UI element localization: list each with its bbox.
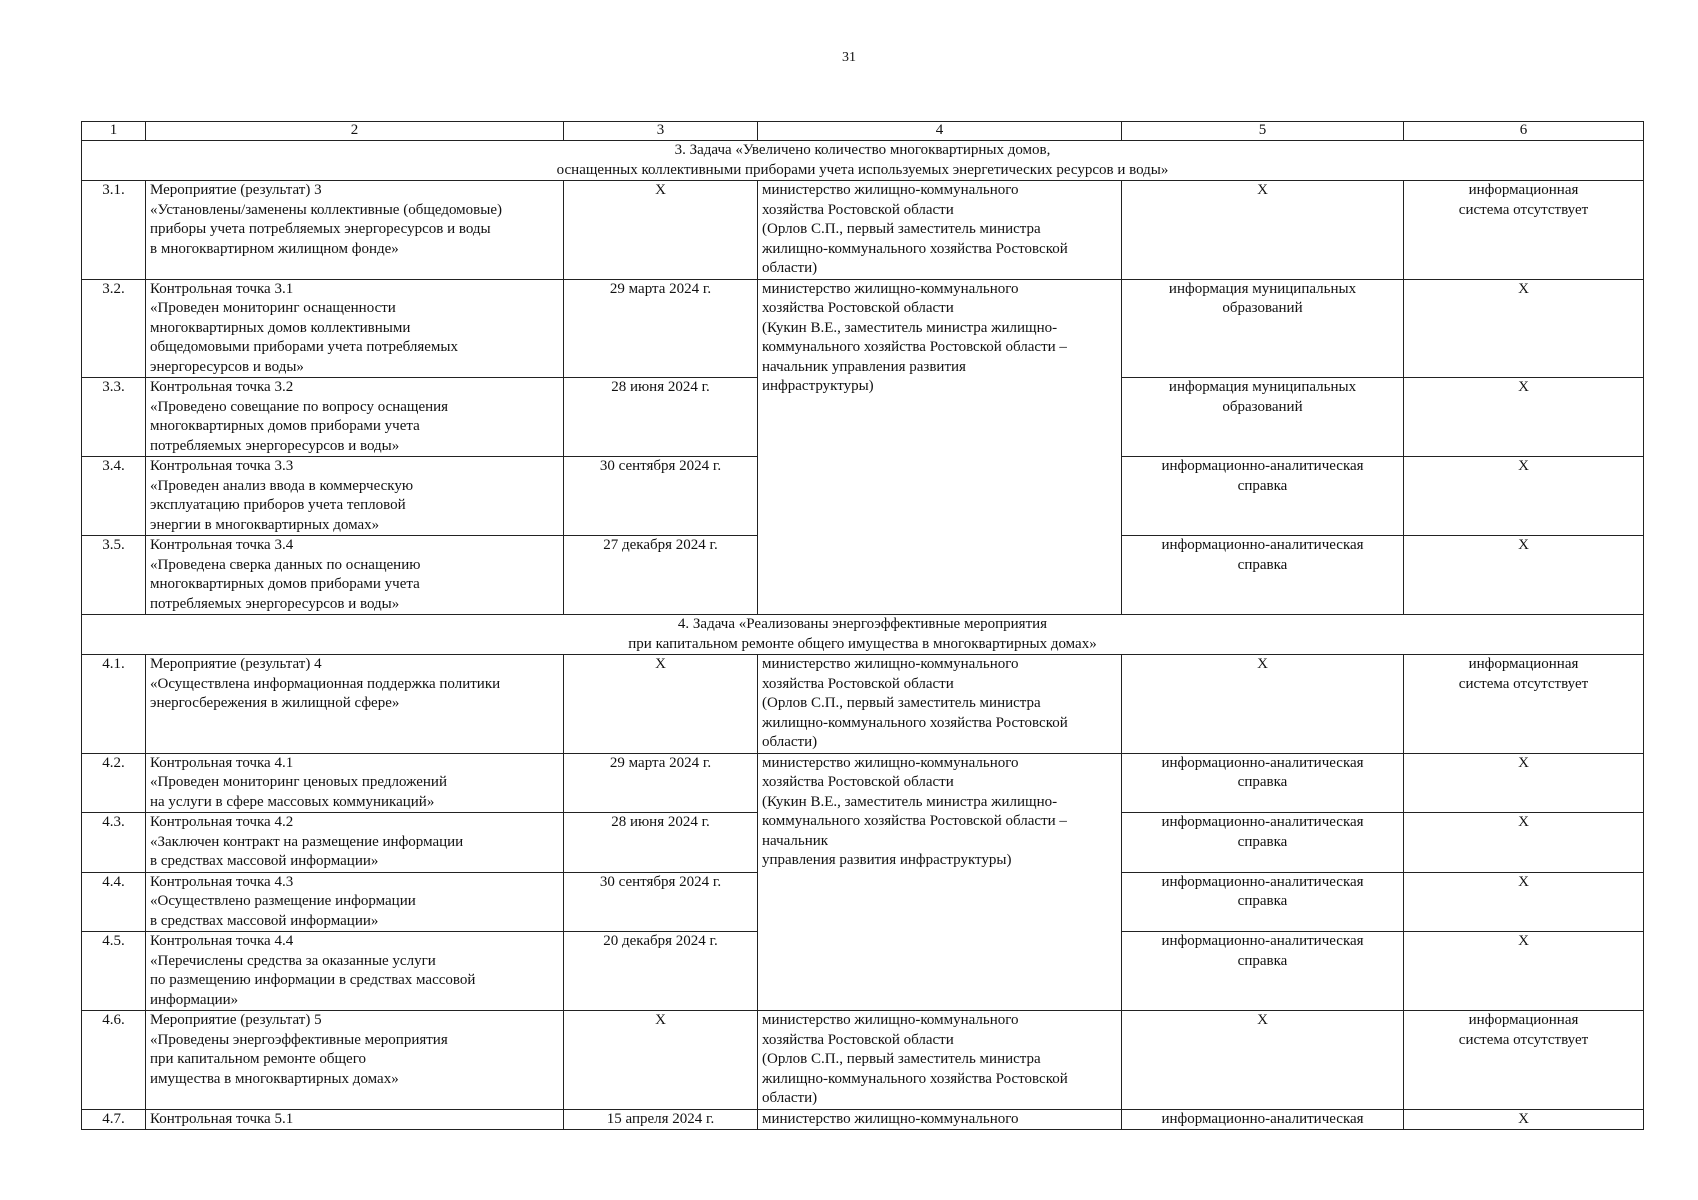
row-document: информация муниципальных образований (1122, 378, 1404, 457)
table-row (82, 1109, 1644, 1130)
table-row (82, 181, 1644, 280)
row-number: 3.4. (82, 457, 146, 536)
row-number: 3.3. (82, 378, 146, 457)
row-description: Мероприятие (результат) 3 «Установлены/заменены коллективные (общедомовые) приборы учета потребляемых энергоресурсов и воды в многоквартирном жилищном фонде» (146, 181, 564, 280)
row-date: Х (564, 655, 758, 754)
row-description: Контрольная точка 5.1 (146, 1109, 564, 1130)
column-header-row (82, 122, 1644, 141)
row-description: Контрольная точка 4.1 «Проведен мониторинг ценовых предложений на услуги в сфере массовых коммуникаций» (146, 753, 564, 813)
row-info-system: информационная система отсутствует (1404, 1011, 1644, 1110)
row-document: информационно-аналитическая справка (1122, 872, 1404, 932)
column-header: 6 (1404, 122, 1644, 141)
row-number: 4.6. (82, 1011, 146, 1110)
row-number: 4.4. (82, 872, 146, 932)
row-info-system: Х (1404, 872, 1644, 932)
table-row (82, 655, 1644, 754)
row-responsible: министерство жилищно-коммунального хозяйства Ростовской области (Орлов С.П., первый заместитель министра жилищно-коммунального хозяйства Ростовской области) (758, 181, 1122, 280)
row-number: 4.2. (82, 753, 146, 813)
row-number: 4.3. (82, 813, 146, 873)
row-date: 20 декабря 2024 г. (564, 932, 758, 1011)
row-info-system: Х (1404, 279, 1644, 378)
row-description: Мероприятие (результат) 5 «Проведены энергоэффективные мероприятия при капитальном ремонте общего имущества в многоквартирных домах» (146, 1011, 564, 1110)
row-info-system: Х (1404, 932, 1644, 1011)
row-date: Х (564, 181, 758, 280)
row-document: информационно-аналитическая справка (1122, 753, 1404, 813)
row-number: 3.1. (82, 181, 146, 280)
row-info-system: Х (1404, 753, 1644, 813)
row-description: Контрольная точка 4.3 «Осуществлено размещение информации в средствах массовой информации» (146, 872, 564, 932)
section-header-row (82, 141, 1644, 181)
row-document: информационно-аналитическая справка (1122, 932, 1404, 1011)
row-document: информационно-аналитическая справка (1122, 536, 1404, 615)
row-number: 4.5. (82, 932, 146, 1011)
row-info-system: Х (1404, 536, 1644, 615)
row-number: 4.1. (82, 655, 146, 754)
row-date: 30 сентября 2024 г. (564, 457, 758, 536)
row-description: Контрольная точка 4.2 «Заключен контракт на размещение информации в средствах массовой информации» (146, 813, 564, 873)
row-info-system: информационная система отсутствует (1404, 655, 1644, 754)
column-header: 2 (146, 122, 564, 141)
row-info-system: информационная система отсутствует (1404, 181, 1644, 280)
column-header: 1 (82, 122, 146, 141)
row-responsible: министерство жилищно-коммунального хозяйства Ростовской области (Кукин В.Е., заместитель министра жилищно- коммунального хозяйства Ростовской области – начальник управления развития инфраструктуры) (758, 753, 1122, 1011)
row-date: 15 апреля 2024 г. (564, 1109, 758, 1130)
row-document: Х (1122, 655, 1404, 754)
row-description: Контрольная точка 3.2 «Проведено совещание по вопросу оснащения многоквартирных домов приборами учета потребляемых энергоресурсов и воды» (146, 378, 564, 457)
row-date: 29 марта 2024 г. (564, 753, 758, 813)
row-date: Х (564, 1011, 758, 1110)
row-number: 3.2. (82, 279, 146, 378)
table-row (82, 753, 1644, 813)
row-description: Контрольная точка 3.3 «Проведен анализ ввода в коммерческую эксплуатацию приборов учета тепловой энергии в многоквартирных домах» (146, 457, 564, 536)
column-header: 3 (564, 122, 758, 141)
row-date: 28 июня 2024 г. (564, 813, 758, 873)
row-description: Контрольная точка 3.1 «Проведен мониторинг оснащенности многоквартирных домов коллективными общедомовыми приборами учета потребляемых энергоресурсов и воды» (146, 279, 564, 378)
row-document: информационно-аналитическая (1122, 1109, 1404, 1130)
row-info-system: Х (1404, 813, 1644, 873)
row-date: 27 декабря 2024 г. (564, 536, 758, 615)
row-responsible: министерство жилищно-коммунального хозяйства Ростовской области (Орлов С.П., первый заместитель министра жилищно-коммунального хозяйства Ростовской области) (758, 1011, 1122, 1110)
row-document: информация муниципальных образований (1122, 279, 1404, 378)
row-date: 30 сентября 2024 г. (564, 872, 758, 932)
section-title: 3. Задача «Увеличено количество многоквартирных домов, оснащенных коллективными приборами учета используемых энергетических ресурсов и воды» (82, 141, 1644, 181)
row-document: Х (1122, 181, 1404, 280)
row-document: информационно-аналитическая справка (1122, 457, 1404, 536)
row-info-system: Х (1404, 1109, 1644, 1130)
plan-table (81, 121, 1644, 1130)
table-row (82, 279, 1644, 378)
page-number: 31 (842, 50, 856, 65)
row-description: Контрольная точка 4.4 «Перечислены средства за оказанные услуги по размещению информации в средствах массовой информации» (146, 932, 564, 1011)
row-responsible: министерство жилищно-коммунального хозяйства Ростовской области (Орлов С.П., первый заместитель министра жилищно-коммунального хозяйства Ростовской области) (758, 655, 1122, 754)
row-description: Мероприятие (результат) 4 «Осуществлена информационная поддержка политики энергосбережения в жилищной сфере» (146, 655, 564, 754)
row-number: 4.7. (82, 1109, 146, 1130)
row-date: 28 июня 2024 г. (564, 378, 758, 457)
row-document: Х (1122, 1011, 1404, 1110)
section-header-row (82, 615, 1644, 655)
row-number: 3.5. (82, 536, 146, 615)
row-info-system: Х (1404, 457, 1644, 536)
row-responsible: министерство жилищно-коммунального (758, 1109, 1122, 1130)
row-document: информационно-аналитическая справка (1122, 813, 1404, 873)
column-header: 4 (758, 122, 1122, 141)
column-header: 5 (1122, 122, 1404, 141)
row-description: Контрольная точка 3.4 «Проведена сверка данных по оснащению многоквартирных домов приборами учета потребляемых энергоресурсов и воды» (146, 536, 564, 615)
table-row (82, 1011, 1644, 1110)
row-date: 29 марта 2024 г. (564, 279, 758, 378)
row-responsible: министерство жилищно-коммунального хозяйства Ростовской области (Кукин В.Е., заместитель министра жилищно- коммунального хозяйства Ростовской области – начальник управления развития инфраструктуры) (758, 279, 1122, 615)
section-title: 4. Задача «Реализованы энергоэффективные мероприятия при капитальном ремонте общего имущества в многоквартирных домах» (82, 615, 1644, 655)
row-info-system: Х (1404, 378, 1644, 457)
